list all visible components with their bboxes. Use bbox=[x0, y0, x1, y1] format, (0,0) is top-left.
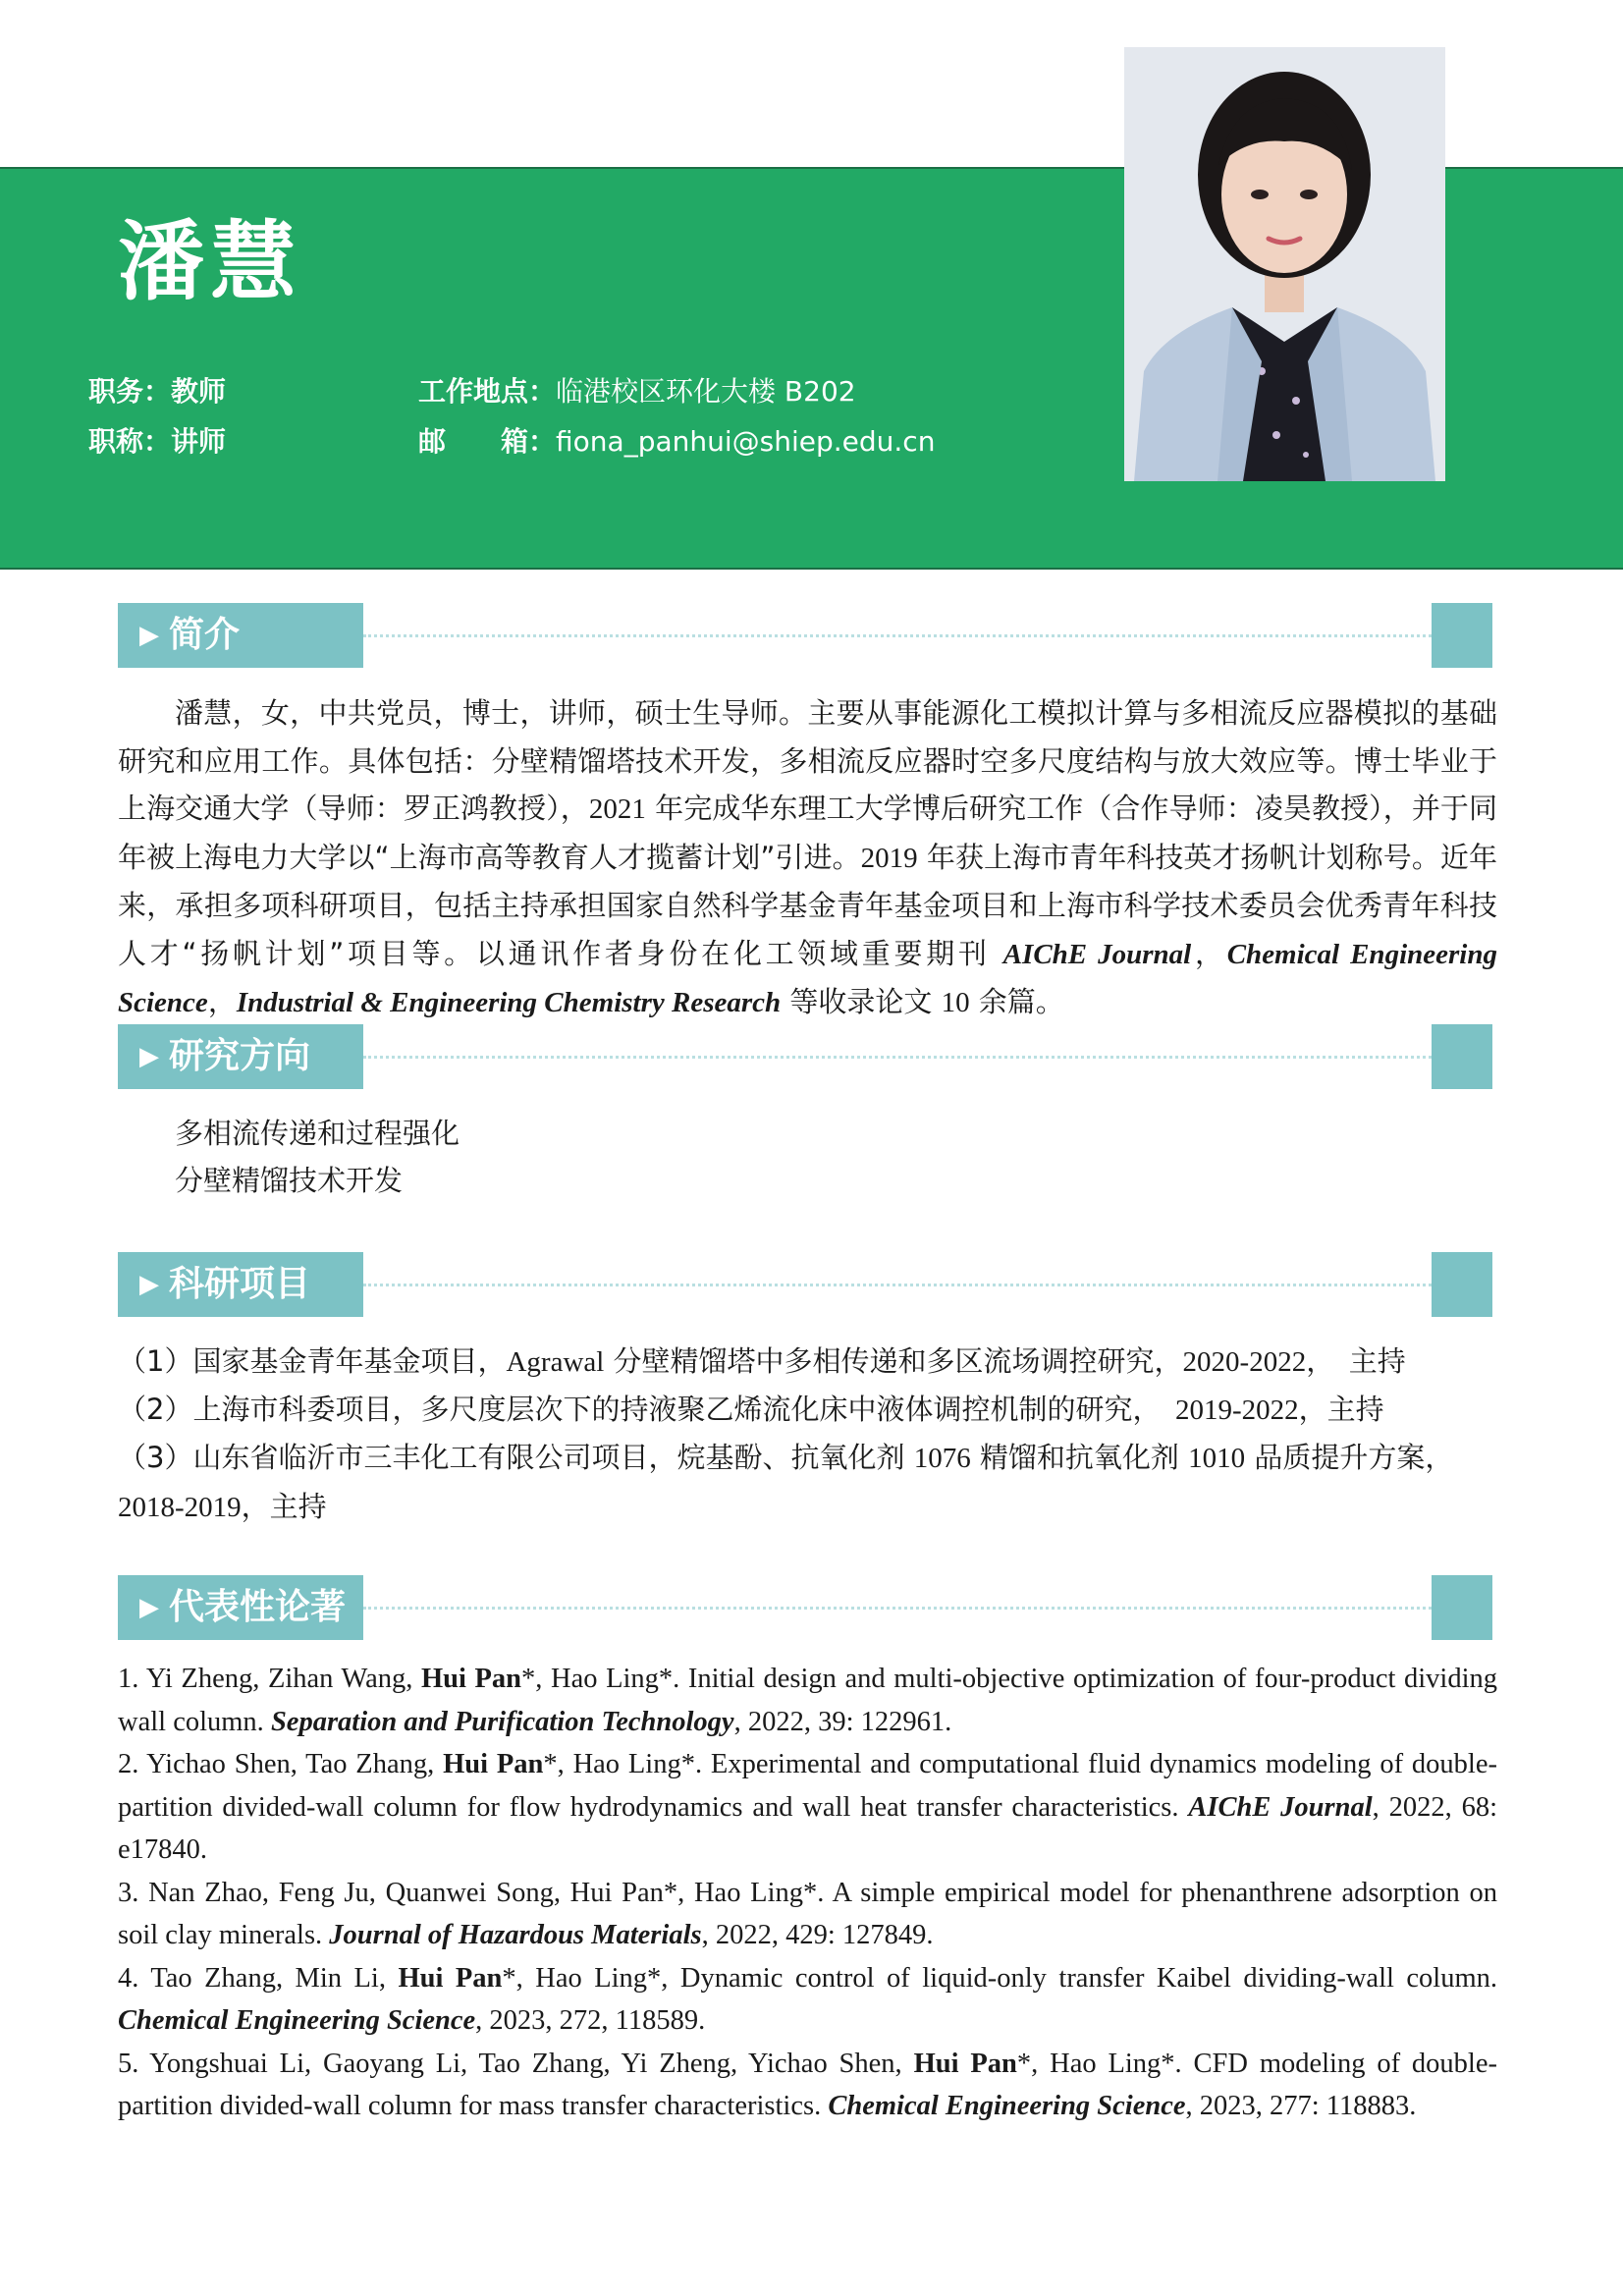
publication-item bbox=[118, 1957, 1497, 2043]
section-header-projects bbox=[118, 1252, 1492, 1317]
intro-text-5: 余篇。 bbox=[969, 985, 1064, 1018]
publication-journal: Chemical Engineering Science bbox=[118, 2005, 476, 2036]
project-text: 国家基金青年基金项目， bbox=[192, 1344, 507, 1378]
intro-journal-aiche: AIChE Journal bbox=[1002, 938, 1192, 970]
publication-citation: , 2022, 429: 127849. bbox=[701, 1920, 934, 1950]
section-title-projects: 科研项目 bbox=[169, 1264, 311, 1304]
publication-authors: Nan Zhao, Feng Ju, Quanwei Song, Hui Pan*, Hao Ling*. A simple empirical model for phenanthrene adsorption on soil clay minerals. bbox=[118, 1877, 1497, 1950]
section-header-research bbox=[118, 1024, 1492, 1089]
publication-item bbox=[118, 1872, 1497, 1957]
publication-authors: Yichao Shen, Tao Zhang, bbox=[138, 1749, 444, 1779]
duty-label: 职务： bbox=[88, 375, 172, 408]
publication-journal: Separation and Purification Technology bbox=[270, 1706, 734, 1737]
research-list bbox=[175, 1110, 460, 1204]
publication-title: *, Hao Ling*. CFD modeling of double-partition divided-wall column for mass transfer characteristics. bbox=[118, 2048, 1497, 2121]
publication-journal: AIChE Journal bbox=[1188, 1791, 1373, 1823]
project-role: ， 主持 bbox=[1306, 1344, 1406, 1378]
section-square-marker bbox=[1432, 1252, 1492, 1317]
project-years: 2018-2019 bbox=[118, 1491, 242, 1523]
dotted-divider bbox=[363, 1284, 1432, 1286]
section-tab-intro bbox=[118, 603, 363, 668]
publication-title: *, Hao Ling*. Experimental and computational fluid dynamics modeling of double-partition divided-wall column for flow hydrodynamics and wall heat transfer characteristics. bbox=[118, 1749, 1497, 1823]
section-title-intro: 简介 bbox=[169, 615, 241, 655]
project-role: ，主持 bbox=[1298, 1393, 1384, 1426]
publication-authors: Yongshuai Li, Gaoyang Li, Tao Zhang, Yi Zheng, Yichao Shen, bbox=[138, 2048, 914, 2079]
intro-journal-iecr: Industrial & Engineering Chemistry Research bbox=[236, 987, 782, 1018]
publication-list bbox=[118, 1658, 1497, 2128]
publication-citation: , 2023, 277: 118883. bbox=[1185, 2091, 1417, 2121]
publication-number: 4. bbox=[118, 1962, 139, 1994]
project-text: Agrawal bbox=[506, 1346, 605, 1378]
project-item-2 bbox=[118, 1386, 1497, 1435]
project-text: 品质提升方案， bbox=[1245, 1441, 1454, 1474]
intro-journal-ces: Chemical Engineering Science bbox=[118, 938, 1497, 1018]
publication-number: 1. bbox=[118, 1664, 139, 1694]
project-number: （1） bbox=[118, 1344, 193, 1378]
title-label: 职称： bbox=[88, 425, 172, 458]
project-text: 精馏和抗氧化剂 bbox=[970, 1441, 1189, 1474]
publication-title: *, Hao Ling*. Initial design and multi-objective optimization of four-product dividing wall column. bbox=[118, 1664, 1497, 1737]
publication-citation: , 2022, 39: 122961. bbox=[733, 1706, 952, 1737]
intro-paragraph bbox=[118, 689, 1497, 1027]
project-number: （3） bbox=[118, 1441, 193, 1474]
section-header-publications bbox=[118, 1575, 1492, 1640]
dotted-divider bbox=[363, 1056, 1432, 1059]
intro-sep-1: ， bbox=[1191, 936, 1227, 970]
person-name: 潘慧 bbox=[118, 211, 303, 312]
section-tab-publications bbox=[118, 1575, 363, 1640]
publication-highlight-author: Hui Pan bbox=[913, 2048, 1017, 2079]
project-text: 1010 bbox=[1188, 1443, 1246, 1474]
section-square-marker bbox=[1432, 1024, 1492, 1089]
publication-authors: Yi Zheng, Zihan Wang, bbox=[138, 1664, 421, 1694]
project-role: ，主持 bbox=[241, 1489, 327, 1523]
publication-journal: Chemical Engineering Science bbox=[828, 2091, 1186, 2121]
project-item-1 bbox=[118, 1338, 1497, 1387]
triangle-icon: ▶ bbox=[139, 621, 159, 650]
dotted-divider bbox=[363, 1607, 1432, 1610]
publication-citation: , 2023, 272, 118589. bbox=[475, 2005, 706, 2036]
publication-citation: , 2022, 68: e17840. bbox=[118, 1791, 1498, 1865]
duty-row bbox=[88, 372, 226, 411]
duty-value: 教师 bbox=[171, 375, 227, 408]
project-years: 2020-2022 bbox=[1182, 1346, 1307, 1378]
research-item: 分壁精馏技术开发 bbox=[175, 1164, 404, 1197]
section-square-marker bbox=[1432, 603, 1492, 668]
triangle-icon: ▶ bbox=[139, 1593, 159, 1622]
location-row bbox=[418, 372, 856, 411]
intro-year-1: 2021 bbox=[588, 793, 646, 825]
intro-sep-2: ， bbox=[207, 985, 237, 1018]
section-square-marker bbox=[1432, 1575, 1492, 1640]
dotted-divider bbox=[363, 634, 1432, 637]
project-text: 山东省临沂市三丰化工有限公司项目，烷基酚、抗氧化剂 bbox=[192, 1441, 914, 1474]
section-title-research: 研究方向 bbox=[169, 1036, 311, 1076]
project-text: 1076 bbox=[913, 1443, 971, 1474]
portrait-photo bbox=[1124, 47, 1445, 481]
publication-item bbox=[118, 1658, 1497, 1743]
intro-year-2: 2019 bbox=[860, 842, 918, 874]
email-value[interactable]: fiona_panhui@shiep.edu.cn bbox=[556, 425, 936, 458]
intro-text-4: 等收录论文 bbox=[781, 985, 942, 1018]
project-years: 2019-2022 bbox=[1174, 1394, 1299, 1426]
publication-journal: Journal of Hazardous Materials bbox=[329, 1920, 702, 1950]
publication-authors: Tao Zhang, Min Li, bbox=[138, 1962, 399, 1994]
publication-highlight-author: Hui Pan bbox=[420, 1664, 522, 1694]
publication-number: 3. bbox=[118, 1877, 139, 1908]
project-text: 上海市科委项目，多尺度层次下的持液聚乙烯流化床中液体调控机制的研究， bbox=[192, 1393, 1175, 1426]
publication-number: 5. bbox=[118, 2048, 139, 2079]
title-value: 讲师 bbox=[171, 425, 227, 458]
intro-count: 10 bbox=[941, 987, 970, 1018]
publication-number: 2. bbox=[118, 1749, 139, 1779]
publication-highlight-author: Hui Pan bbox=[443, 1749, 544, 1779]
intro-text-3: 年获上海市青年科技英才扬帆计划称号。近年来，承担多项科研项目，包括主持承担国家自然科学基金青年基金项目和上海市科学技术委员会优秀青年科技人才“扬帆计划”项目等。以通讯作者身份在化工领域重要期刊 bbox=[118, 840, 1497, 970]
research-item: 多相流传递和过程强化 bbox=[175, 1117, 460, 1150]
project-item-3 bbox=[118, 1434, 1497, 1531]
section-tab-projects bbox=[118, 1252, 363, 1317]
location-value: 临港校区环化大楼 B202 bbox=[556, 375, 856, 408]
email-row bbox=[418, 422, 935, 462]
project-text: 分壁精馏塔中多相传递和多区流场调控研究， bbox=[604, 1344, 1183, 1378]
publication-title: *, Hao Ling*, Dynamic control of liquid-only transfer Kaibel dividing-wall column. bbox=[502, 1962, 1498, 1994]
section-tab-research bbox=[118, 1024, 363, 1089]
email-label: 邮 箱： bbox=[418, 425, 557, 458]
triangle-icon: ▶ bbox=[139, 1042, 159, 1071]
location-label: 工作地点： bbox=[418, 375, 557, 408]
portrait-illustration bbox=[1124, 47, 1445, 481]
publication-highlight-author: Hui Pan bbox=[398, 1962, 503, 1994]
project-number: （2） bbox=[118, 1393, 193, 1426]
title-row bbox=[88, 422, 226, 462]
section-header-intro bbox=[118, 603, 1492, 668]
triangle-icon: ▶ bbox=[139, 1270, 159, 1299]
publication-item bbox=[118, 2043, 1497, 2128]
publication-item bbox=[118, 1743, 1497, 1872]
section-title-publications: 代表性论著 bbox=[169, 1587, 347, 1627]
intro-text-1: 潘慧，女，中共党员，博士，讲师，硕士生导师。主要从事能源化工模拟计算与多相流反应器模拟的基础研究和应用工作。具体包括：分壁精馏塔技术开发，多相流反应器时空多尺度结构与放大效应等。博士毕业于上海交通大学（导师：罗正鸿教授）， bbox=[118, 696, 1497, 825]
intro-text-2: 年完成华东理工大学博后研究工作（合作导师：凌昊教授），并于同年被上海电力大学以“上海市高等教育人才揽蓄计划”引进。 bbox=[118, 792, 1497, 874]
